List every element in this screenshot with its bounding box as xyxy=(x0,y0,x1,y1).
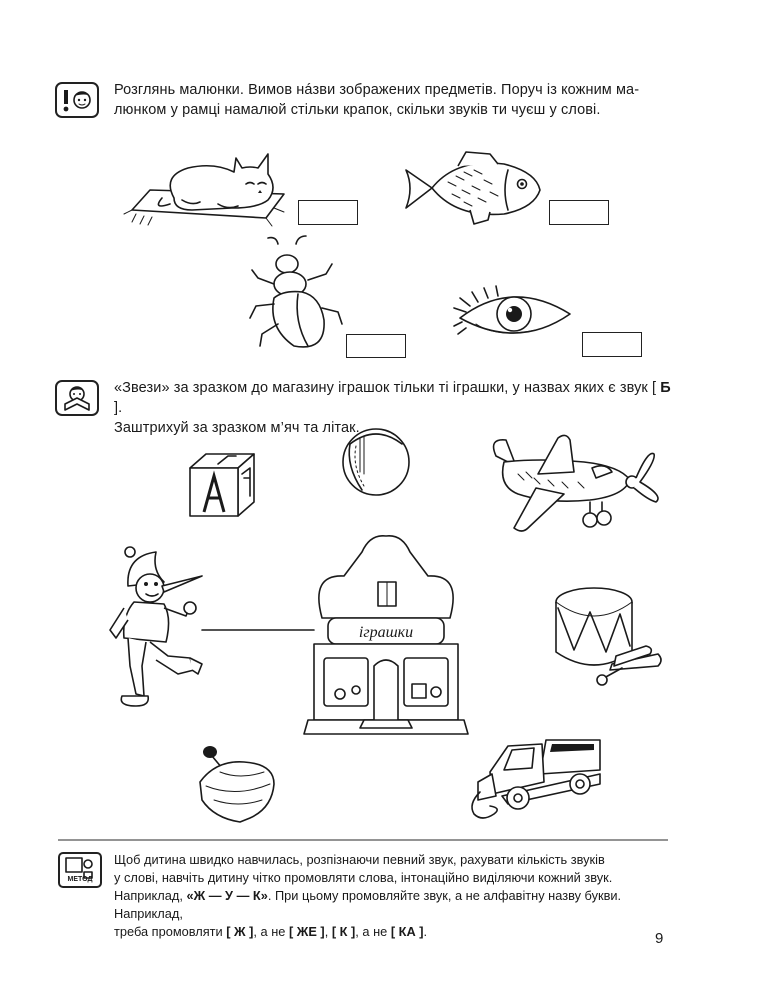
toy-shop-picture xyxy=(300,534,472,738)
method-label: МЕТОД xyxy=(67,876,93,883)
exclamation-kid-icon xyxy=(57,84,97,116)
task1-line2: люнком у рамці намалюй стільки крапок, скільки звуків ти чуєш у слові. xyxy=(114,102,601,118)
task2-icon xyxy=(55,380,99,416)
page-number: 9 xyxy=(655,930,664,947)
answer-frame-beetle[interactable] xyxy=(346,334,406,358)
note-line2: у слові, навчіть дитину чітко промовляти слова, інтонаційно виділяючи кожний звук. xyxy=(114,870,613,885)
reading-kid-icon xyxy=(57,382,97,414)
task2-line1 xyxy=(114,378,674,418)
fish-picture xyxy=(404,150,544,228)
eye-picture xyxy=(452,284,580,348)
note-letter-zhe: [ ЖЕ ] xyxy=(288,924,325,939)
method-note xyxy=(114,851,674,941)
note-line4-sep2: , xyxy=(324,924,332,939)
task2-line1-end: ]. xyxy=(114,400,123,416)
task1-instruction xyxy=(114,80,674,120)
note-line4-sep3: , а не xyxy=(355,924,391,939)
note-letter-ka: [ КА ] xyxy=(390,924,424,939)
note-example-word: «Ж — У — К» xyxy=(186,888,268,903)
pinocchio-picture xyxy=(106,546,206,710)
answer-frame-fish[interactable] xyxy=(549,200,609,225)
ball-picture xyxy=(340,426,412,498)
note-line3 xyxy=(114,887,674,923)
task2-line2: Заштрихуй за зразком м’яч та літак. xyxy=(114,420,360,436)
target-sound: Б xyxy=(660,380,671,396)
section-divider xyxy=(58,838,668,842)
task1-icon xyxy=(55,82,99,118)
task1-line1: Розглянь малюнки. Вимов нáзви зображених предметів. Поруч із кожним ма- xyxy=(114,82,640,98)
answer-frame-eye[interactable] xyxy=(582,332,642,357)
toy-truck-picture xyxy=(468,734,604,822)
alphabet-cube-picture xyxy=(186,452,258,518)
note-line4 xyxy=(114,923,674,941)
beetle-picture xyxy=(246,234,346,354)
note-line4-text: треба промовляти xyxy=(114,924,227,939)
note-line1: Щоб дитина швидко навчилась, розпізнаючи певний звук, рахувати кількість звуків xyxy=(114,852,605,867)
note-line4-sep1: , а не xyxy=(253,924,289,939)
spinning-top-picture xyxy=(196,742,280,824)
note-line3-text: Наприклад, xyxy=(114,888,187,903)
drum-picture xyxy=(554,586,666,686)
note-line3-end: . При цьому промовляйте звук, а не алфавітну назву букви. Наприклад, xyxy=(114,888,622,921)
note-line4-end: . xyxy=(423,924,428,939)
shop-sign: іграшки xyxy=(358,624,414,641)
sample-connecting-line xyxy=(202,628,314,632)
method-icon xyxy=(58,852,102,888)
airplane-picture xyxy=(478,432,664,538)
note-sound-k: [ К ] xyxy=(331,924,356,939)
note-sound-zh: [ Ж ] xyxy=(226,924,254,939)
task2-line1-text: «Звези» за зразком до магазину іграшок тільки ті іграшки, у назвах яких є звук [ xyxy=(114,380,661,396)
cat-on-rug-picture xyxy=(122,138,292,228)
answer-frame-cat[interactable] xyxy=(298,200,358,225)
